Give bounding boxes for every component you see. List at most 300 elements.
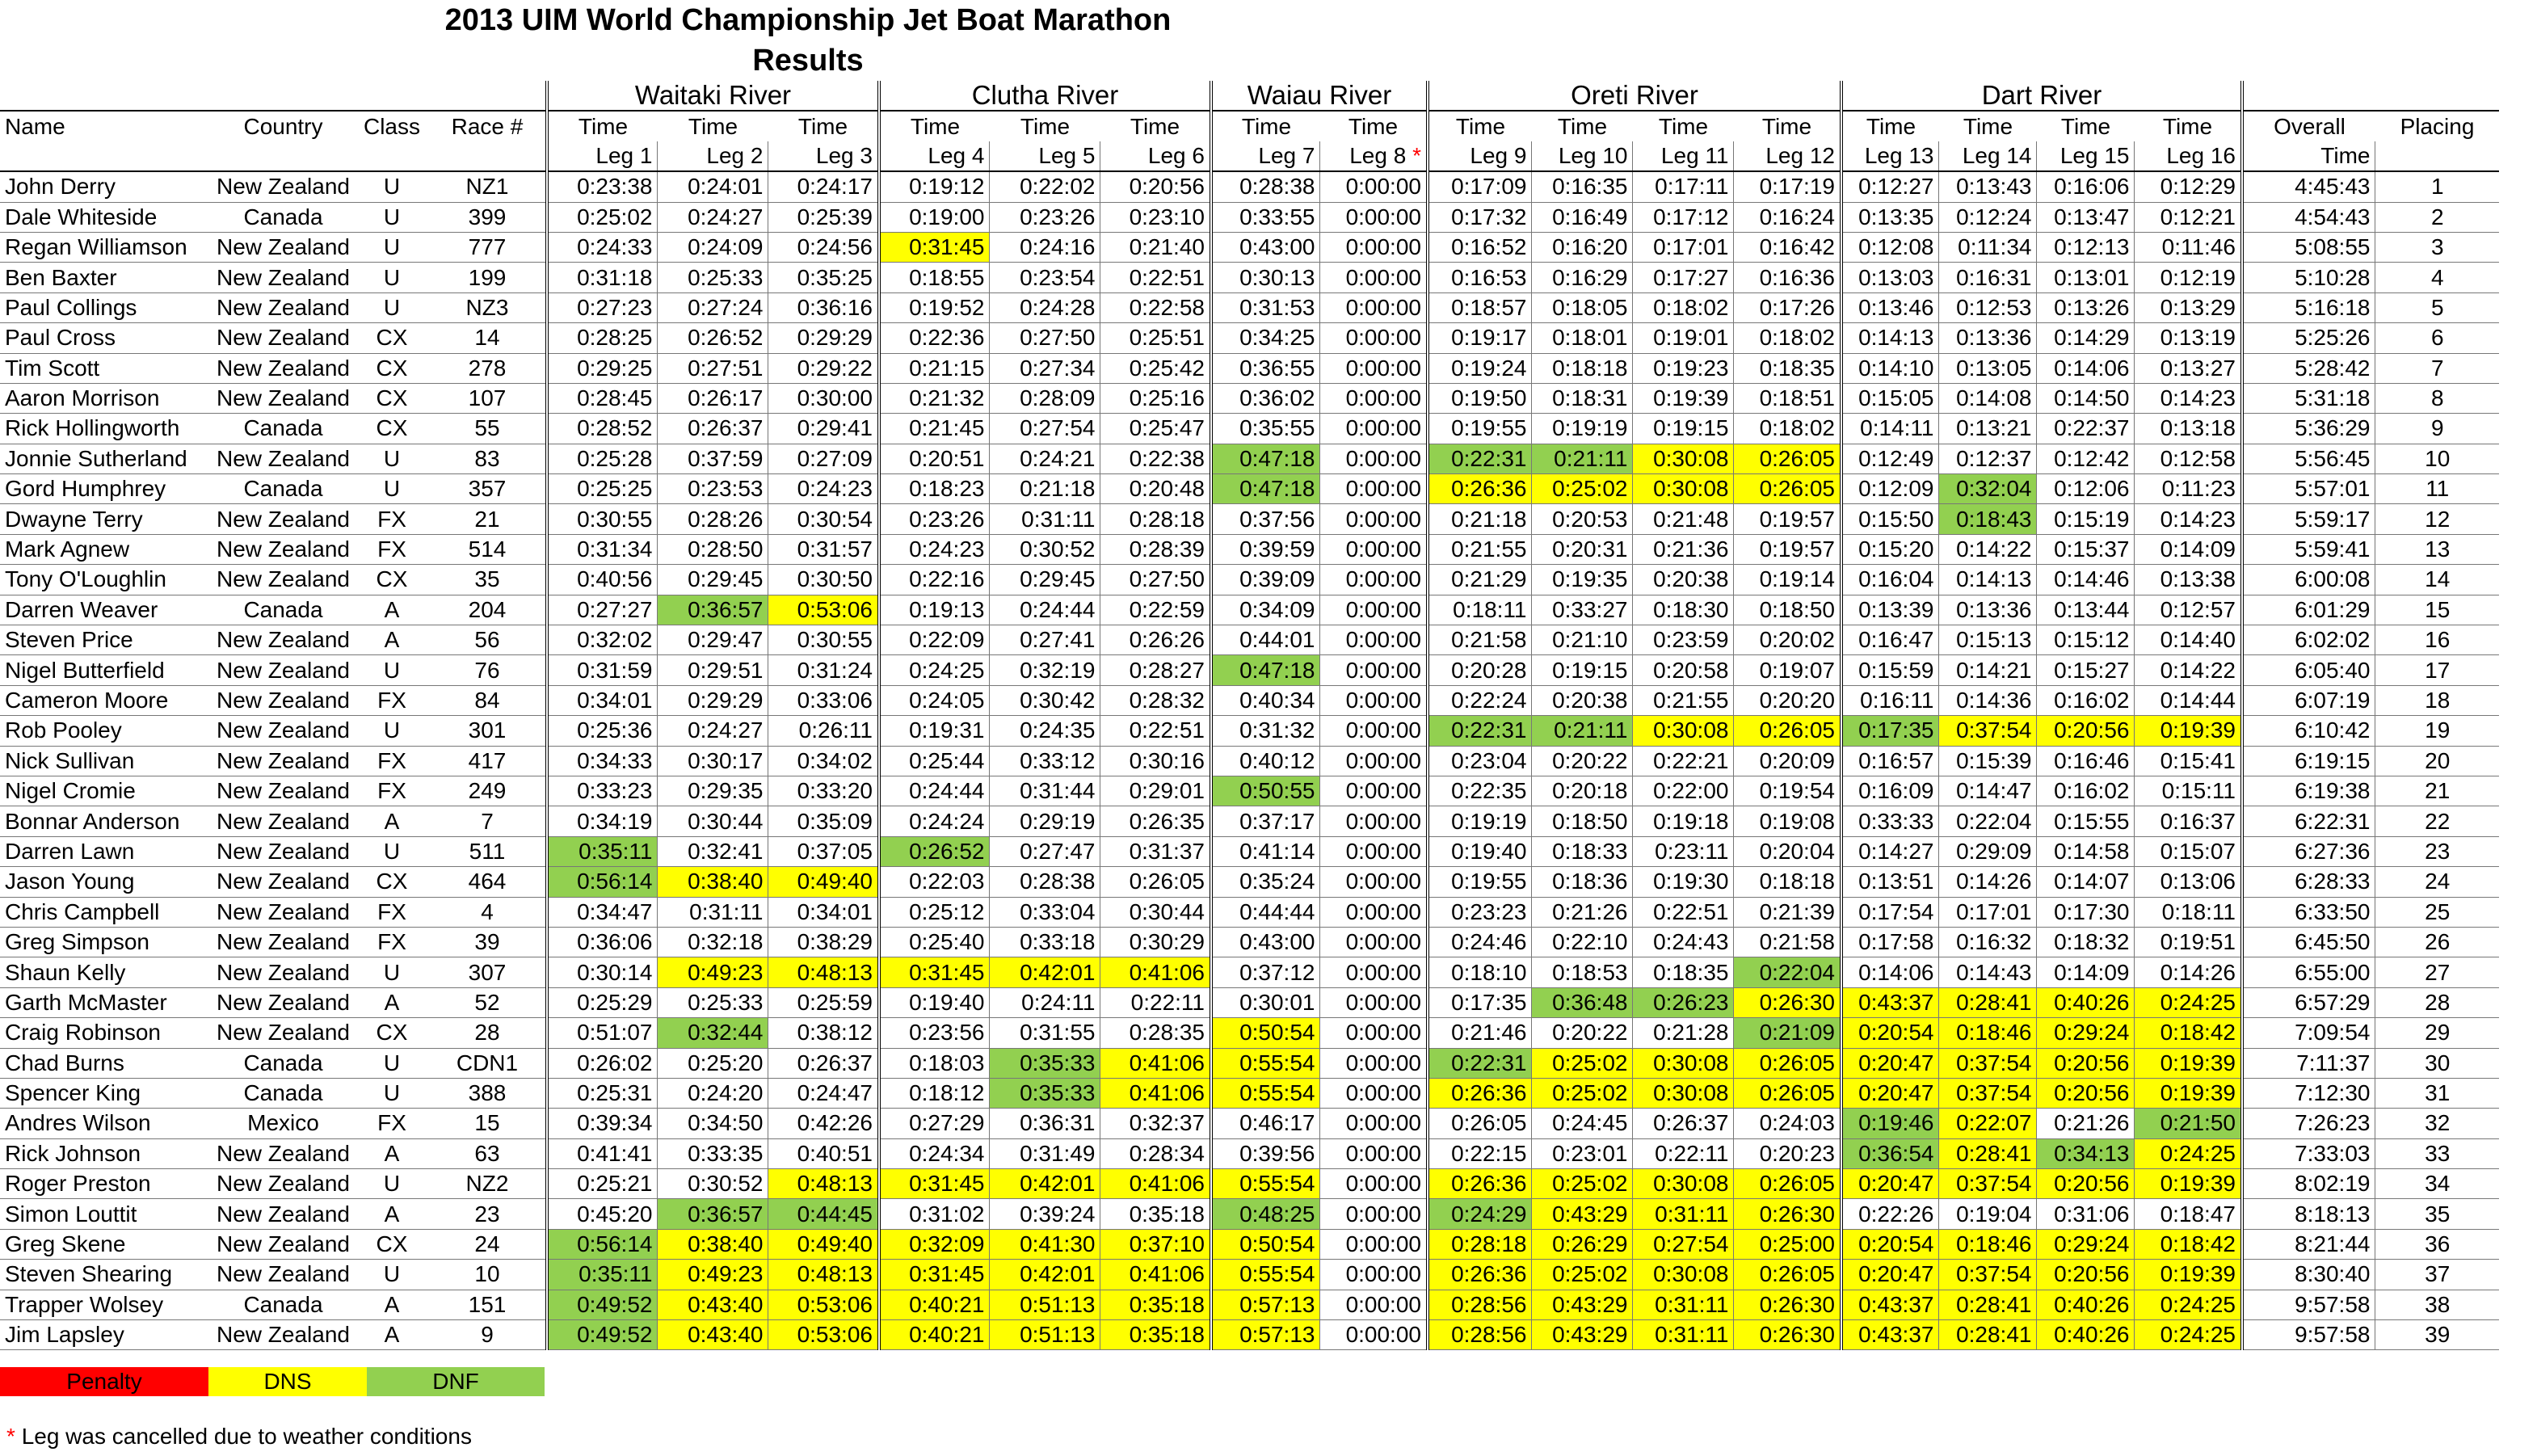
header-leg-15: Leg 15 bbox=[2037, 141, 2135, 171]
cell-leg-2-time: 0:30:44 bbox=[658, 806, 768, 836]
cell-leg-3-time: 0:53:06 bbox=[768, 1290, 879, 1319]
cell-leg-10-time: 0:18:18 bbox=[1532, 353, 1633, 383]
cell-class: U bbox=[355, 716, 429, 746]
cell-leg-2-time: 0:32:41 bbox=[658, 836, 768, 866]
cell-country: New Zealand bbox=[212, 171, 355, 202]
cell-leg-6-time: 0:22:11 bbox=[1100, 987, 1211, 1017]
cell-leg-7-time: 0:48:25 bbox=[1211, 1199, 1320, 1229]
cell-leg-4-time: 0:18:03 bbox=[879, 1048, 990, 1078]
table-row bbox=[0, 927, 2499, 957]
cell-placing: 4 bbox=[2375, 263, 2499, 292]
cell-placing: 3 bbox=[2375, 232, 2499, 262]
cell-leg-9-time: 0:19:19 bbox=[1428, 806, 1532, 836]
cell-leg-6-time: 0:35:18 bbox=[1100, 1290, 1211, 1319]
cell-leg-16-time: 0:13:18 bbox=[2135, 414, 2242, 444]
cell-leg-5-time: 0:24:35 bbox=[990, 716, 1100, 746]
cell-overall-time: 6:07:19 bbox=[2242, 685, 2375, 715]
cell-leg-11-time: 0:22:21 bbox=[1633, 746, 1734, 776]
cell-name: Greg Skene bbox=[0, 1229, 212, 1259]
cell-leg-2-time: 0:26:37 bbox=[658, 414, 768, 444]
cell-country: Mexico bbox=[212, 1109, 355, 1138]
cell-placing: 36 bbox=[2375, 1229, 2499, 1259]
cell-leg-11-time: 0:22:11 bbox=[1633, 1138, 1734, 1168]
cell-leg-14-time: 0:37:54 bbox=[1939, 1078, 2037, 1108]
cell-leg-14-time: 0:37:54 bbox=[1939, 716, 2037, 746]
cell-class: FX bbox=[355, 746, 429, 776]
header-placing: Placing bbox=[2375, 111, 2499, 141]
cell-leg-16-time: 0:24:25 bbox=[2135, 1290, 2242, 1319]
cell-placing: 7 bbox=[2375, 353, 2499, 383]
cell-leg-2-time: 0:37:59 bbox=[658, 444, 768, 473]
cell-name: Jim Lapsley bbox=[0, 1320, 212, 1350]
cell-leg-16-time: 0:19:51 bbox=[2135, 927, 2242, 957]
footnote-text: Leg was cancelled due to weather conditions bbox=[21, 1424, 472, 1449]
table-row bbox=[0, 534, 2499, 564]
cell-leg-7-time: 0:40:34 bbox=[1211, 685, 1320, 715]
cell-leg-7-time: 0:47:18 bbox=[1211, 444, 1320, 473]
cell-leg-8-time: 0:00:00 bbox=[1320, 1229, 1428, 1259]
cell-placing: 13 bbox=[2375, 534, 2499, 564]
cell-leg-6-time: 0:41:06 bbox=[1100, 1260, 1211, 1290]
cell-leg-15-time: 0:21:26 bbox=[2037, 1109, 2135, 1138]
cell-name: Spencer King bbox=[0, 1078, 212, 1108]
cell-leg-13-time: 0:17:58 bbox=[1841, 927, 1939, 957]
legend-dns: DNS bbox=[208, 1367, 367, 1396]
cell-leg-16-time: 0:14:09 bbox=[2135, 534, 2242, 564]
cell-leg-14-time: 0:14:22 bbox=[1939, 534, 2037, 564]
table-row bbox=[0, 1260, 2499, 1290]
cell-leg-11-time: 0:31:11 bbox=[1633, 1320, 1734, 1350]
cell-leg-9-time: 0:18:57 bbox=[1428, 292, 1532, 322]
cell-leg-5-time: 0:33:04 bbox=[990, 897, 1100, 927]
cell-leg-13-time: 0:14:06 bbox=[1841, 957, 1939, 987]
cell-placing: 20 bbox=[2375, 746, 2499, 776]
river-waiau: Waiau River bbox=[1211, 81, 1428, 111]
cell-country: New Zealand bbox=[212, 625, 355, 655]
cell-leg-3-time: 0:48:13 bbox=[768, 957, 879, 987]
cell-leg-16-time: 0:14:44 bbox=[2135, 685, 2242, 715]
cell-leg-15-time: 0:16:02 bbox=[2037, 685, 2135, 715]
cell-country: New Zealand bbox=[212, 1229, 355, 1259]
cell-leg-3-time: 0:37:05 bbox=[768, 836, 879, 866]
cell-leg-7-time: 0:30:13 bbox=[1211, 263, 1320, 292]
cell-name: Greg Simpson bbox=[0, 927, 212, 957]
cell-leg-12-time: 0:17:19 bbox=[1734, 171, 1841, 202]
cell-leg-16-time: 0:14:23 bbox=[2135, 504, 2242, 534]
table-row bbox=[0, 1109, 2499, 1138]
table-row bbox=[0, 292, 2499, 322]
cell-leg-10-time: 0:33:27 bbox=[1532, 595, 1633, 625]
cell-leg-10-time: 0:20:22 bbox=[1532, 746, 1633, 776]
cell-leg-15-time: 0:15:55 bbox=[2037, 806, 2135, 836]
cell-leg-5-time: 0:32:19 bbox=[990, 655, 1100, 685]
cell-leg-13-time: 0:13:46 bbox=[1841, 292, 1939, 322]
cell-leg-10-time: 0:18:36 bbox=[1532, 867, 1633, 897]
cell-leg-12-time: 0:19:08 bbox=[1734, 806, 1841, 836]
cell-leg-9-time: 0:26:36 bbox=[1428, 1169, 1532, 1199]
table-row bbox=[0, 414, 2499, 444]
cell-placing: 25 bbox=[2375, 897, 2499, 927]
cell-leg-7-time: 0:55:54 bbox=[1211, 1048, 1320, 1078]
page-subtitle: Results bbox=[752, 44, 864, 78]
table-row bbox=[0, 171, 2499, 202]
cell-leg-2-time: 0:24:20 bbox=[658, 1078, 768, 1108]
cell-placing: 17 bbox=[2375, 655, 2499, 685]
cell-leg-13-time: 0:17:35 bbox=[1841, 716, 1939, 746]
cell-leg-6-time: 0:35:18 bbox=[1100, 1320, 1211, 1350]
cell-leg-1-time: 0:34:33 bbox=[547, 746, 658, 776]
cell-name: Rob Pooley bbox=[0, 716, 212, 746]
cell-race-number: 35 bbox=[429, 565, 547, 595]
cell-leg-4-time: 0:25:40 bbox=[879, 927, 990, 957]
cell-leg-9-time: 0:24:46 bbox=[1428, 927, 1532, 957]
cell-name: Jonnie Sutherland bbox=[0, 444, 212, 473]
cell-leg-5-time: 0:24:44 bbox=[990, 595, 1100, 625]
cell-leg-15-time: 0:34:13 bbox=[2037, 1138, 2135, 1168]
cell-overall-time: 6:10:42 bbox=[2242, 716, 2375, 746]
cell-leg-10-time: 0:16:20 bbox=[1532, 232, 1633, 262]
cell-leg-6-time: 0:20:56 bbox=[1100, 171, 1211, 202]
cell-race-number: 777 bbox=[429, 232, 547, 262]
cell-country: New Zealand bbox=[212, 383, 355, 413]
header-time-11: Time bbox=[1633, 111, 1734, 141]
cell-name: Simon Louttit bbox=[0, 1199, 212, 1229]
cell-class: A bbox=[355, 806, 429, 836]
cell-leg-4-time: 0:21:15 bbox=[879, 353, 990, 383]
cell-leg-5-time: 0:31:44 bbox=[990, 776, 1100, 806]
table-row bbox=[0, 232, 2499, 262]
cell-leg-16-time: 0:14:26 bbox=[2135, 957, 2242, 987]
cell-leg-9-time: 0:22:35 bbox=[1428, 776, 1532, 806]
cell-leg-10-time: 0:18:01 bbox=[1532, 323, 1633, 353]
cell-race-number: 23 bbox=[429, 1199, 547, 1229]
cell-leg-3-time: 0:36:16 bbox=[768, 292, 879, 322]
cell-placing: 24 bbox=[2375, 867, 2499, 897]
cell-leg-8-time: 0:00:00 bbox=[1320, 776, 1428, 806]
cell-leg-5-time: 0:27:47 bbox=[990, 836, 1100, 866]
cell-class: CX bbox=[355, 565, 429, 595]
cell-leg-5-time: 0:33:18 bbox=[990, 927, 1100, 957]
cell-leg-3-time: 0:25:59 bbox=[768, 987, 879, 1017]
table-row bbox=[0, 1018, 2499, 1048]
cell-leg-11-time: 0:17:01 bbox=[1633, 232, 1734, 262]
cell-leg-12-time: 0:25:00 bbox=[1734, 1229, 1841, 1259]
cell-leg-8-time: 0:00:00 bbox=[1320, 292, 1428, 322]
cell-leg-2-time: 0:29:35 bbox=[658, 776, 768, 806]
cell-leg-3-time: 0:44:45 bbox=[768, 1199, 879, 1229]
cell-leg-8-time: 0:00:00 bbox=[1320, 957, 1428, 987]
cell-leg-10-time: 0:25:02 bbox=[1532, 474, 1633, 504]
cell-leg-5-time: 0:42:01 bbox=[990, 1260, 1100, 1290]
cell-placing: 9 bbox=[2375, 414, 2499, 444]
cell-race-number: 399 bbox=[429, 202, 547, 232]
cell-leg-10-time: 0:25:02 bbox=[1532, 1260, 1633, 1290]
cell-leg-15-time: 0:14:29 bbox=[2037, 323, 2135, 353]
cell-leg-1-time: 0:56:14 bbox=[547, 867, 658, 897]
page-title: 2013 UIM World Championship Jet Boat Marathon bbox=[444, 3, 1172, 37]
river-dart: Dart River bbox=[1841, 81, 2242, 111]
cell-name: Nigel Butterfield bbox=[0, 655, 212, 685]
cell-leg-4-time: 0:31:45 bbox=[879, 957, 990, 987]
cell-leg-2-time: 0:32:18 bbox=[658, 927, 768, 957]
cell-leg-2-time: 0:28:50 bbox=[658, 534, 768, 564]
cell-leg-8-time: 0:00:00 bbox=[1320, 1109, 1428, 1138]
cell-race-number: 14 bbox=[429, 323, 547, 353]
cell-class: A bbox=[355, 1320, 429, 1350]
cell-leg-13-time: 0:14:13 bbox=[1841, 323, 1939, 353]
cell-overall-time: 6:27:36 bbox=[2242, 836, 2375, 866]
cell-class: U bbox=[355, 1260, 429, 1290]
cell-placing: 8 bbox=[2375, 383, 2499, 413]
cell-name: Trapper Wolsey bbox=[0, 1290, 212, 1319]
cell-leg-6-time: 0:26:35 bbox=[1100, 806, 1211, 836]
cell-country: New Zealand bbox=[212, 1260, 355, 1290]
header-race: Race # bbox=[429, 111, 547, 141]
cell-country: Canada bbox=[212, 1290, 355, 1319]
cell-leg-2-time: 0:27:51 bbox=[658, 353, 768, 383]
cell-class: A bbox=[355, 595, 429, 625]
cell-overall-time: 9:57:58 bbox=[2242, 1320, 2375, 1350]
cell-name: Paul Cross bbox=[0, 323, 212, 353]
cell-leg-1-time: 0:51:07 bbox=[547, 1018, 658, 1048]
cell-class: A bbox=[355, 625, 429, 655]
cell-race-number: 56 bbox=[429, 625, 547, 655]
cell-leg-14-time: 0:13:21 bbox=[1939, 414, 2037, 444]
cell-race-number: 151 bbox=[429, 1290, 547, 1319]
cell-leg-9-time: 0:22:24 bbox=[1428, 685, 1532, 715]
cell-leg-4-time: 0:18:23 bbox=[879, 474, 990, 504]
cell-leg-3-time: 0:30:54 bbox=[768, 504, 879, 534]
cell-leg-15-time: 0:14:46 bbox=[2037, 565, 2135, 595]
cell-leg-11-time: 0:26:23 bbox=[1633, 987, 1734, 1017]
cell-leg-1-time: 0:28:25 bbox=[547, 323, 658, 353]
cell-leg-4-time: 0:21:45 bbox=[879, 414, 990, 444]
cell-leg-7-time: 0:47:18 bbox=[1211, 655, 1320, 685]
cell-leg-7-time: 0:46:17 bbox=[1211, 1109, 1320, 1138]
cell-leg-16-time: 0:13:38 bbox=[2135, 565, 2242, 595]
cell-leg-6-time: 0:26:26 bbox=[1100, 625, 1211, 655]
header-time-12: Time bbox=[1734, 111, 1841, 141]
cell-leg-7-time: 0:37:56 bbox=[1211, 504, 1320, 534]
cell-leg-7-time: 0:50:54 bbox=[1211, 1018, 1320, 1048]
header-leg-12: Leg 12 bbox=[1734, 141, 1841, 171]
cell-leg-16-time: 0:15:41 bbox=[2135, 746, 2242, 776]
cell-leg-10-time: 0:18:53 bbox=[1532, 957, 1633, 987]
cell-leg-11-time: 0:20:38 bbox=[1633, 565, 1734, 595]
cell-country: New Zealand bbox=[212, 655, 355, 685]
cell-class: FX bbox=[355, 776, 429, 806]
cell-leg-16-time: 0:15:11 bbox=[2135, 776, 2242, 806]
cell-leg-10-time: 0:20:18 bbox=[1532, 776, 1633, 806]
cell-leg-12-time: 0:26:30 bbox=[1734, 987, 1841, 1017]
cell-leg-3-time: 0:29:29 bbox=[768, 323, 879, 353]
cell-leg-9-time: 0:28:56 bbox=[1428, 1290, 1532, 1319]
cell-leg-9-time: 0:22:31 bbox=[1428, 1048, 1532, 1078]
river-clutha: Clutha River bbox=[879, 81, 1211, 111]
cell-leg-13-time: 0:13:03 bbox=[1841, 263, 1939, 292]
cell-leg-15-time: 0:14:07 bbox=[2037, 867, 2135, 897]
cell-class: CX bbox=[355, 1229, 429, 1259]
header-time-14: Time bbox=[1939, 111, 2037, 141]
header-time-10: Time bbox=[1532, 111, 1633, 141]
cell-leg-9-time: 0:21:29 bbox=[1428, 565, 1532, 595]
cell-leg-13-time: 0:43:37 bbox=[1841, 987, 1939, 1017]
cell-leg-9-time: 0:21:46 bbox=[1428, 1018, 1532, 1048]
cell-leg-11-time: 0:17:12 bbox=[1633, 202, 1734, 232]
cell-leg-15-time: 0:13:01 bbox=[2037, 263, 2135, 292]
cell-leg-7-time: 0:39:09 bbox=[1211, 565, 1320, 595]
cell-leg-4-time: 0:22:03 bbox=[879, 867, 990, 897]
cell-leg-16-time: 0:16:37 bbox=[2135, 806, 2242, 836]
cell-leg-10-time: 0:16:49 bbox=[1532, 202, 1633, 232]
cell-overall-time: 5:28:42 bbox=[2242, 353, 2375, 383]
cell-leg-11-time: 0:23:11 bbox=[1633, 836, 1734, 866]
cell-leg-2-time: 0:38:40 bbox=[658, 1229, 768, 1259]
cell-leg-12-time: 0:26:05 bbox=[1734, 716, 1841, 746]
table-row bbox=[0, 565, 2499, 595]
cell-leg-6-time: 0:22:51 bbox=[1100, 263, 1211, 292]
header-leg-8-label: Leg 8 bbox=[1349, 142, 1407, 168]
header-time-6: Time bbox=[1100, 111, 1211, 141]
cell-race-number: 511 bbox=[429, 836, 547, 866]
cell-leg-1-time: 0:25:31 bbox=[547, 1078, 658, 1108]
cell-leg-15-time: 0:20:56 bbox=[2037, 1078, 2135, 1108]
cell-leg-13-time: 0:15:50 bbox=[1841, 504, 1939, 534]
cell-leg-6-time: 0:29:01 bbox=[1100, 776, 1211, 806]
cell-leg-14-time: 0:14:36 bbox=[1939, 685, 2037, 715]
cell-leg-4-time: 0:31:45 bbox=[879, 1169, 990, 1199]
cell-leg-2-time: 0:38:40 bbox=[658, 867, 768, 897]
cell-leg-6-time: 0:28:32 bbox=[1100, 685, 1211, 715]
cell-leg-8-time: 0:00:00 bbox=[1320, 625, 1428, 655]
cell-leg-11-time: 0:17:27 bbox=[1633, 263, 1734, 292]
header-leg-4: Leg 4 bbox=[879, 141, 990, 171]
cell-leg-16-time: 0:12:58 bbox=[2135, 444, 2242, 473]
cell-leg-14-time: 0:37:54 bbox=[1939, 1169, 2037, 1199]
cell-placing: 34 bbox=[2375, 1169, 2499, 1199]
cell-overall-time: 7:26:23 bbox=[2242, 1109, 2375, 1138]
cell-country: New Zealand bbox=[212, 746, 355, 776]
cell-leg-4-time: 0:26:52 bbox=[879, 836, 990, 866]
cell-leg-5-time: 0:29:19 bbox=[990, 806, 1100, 836]
legend-penalty: Penalty bbox=[0, 1367, 208, 1396]
cell-leg-10-time: 0:18:05 bbox=[1532, 292, 1633, 322]
cell-leg-16-time: 0:19:39 bbox=[2135, 716, 2242, 746]
cell-overall-time: 9:57:58 bbox=[2242, 1290, 2375, 1319]
cell-leg-2-time: 0:24:01 bbox=[658, 171, 768, 202]
cell-leg-5-time: 0:29:45 bbox=[990, 565, 1100, 595]
cell-overall-time: 6:00:08 bbox=[2242, 565, 2375, 595]
cell-race-number: 83 bbox=[429, 444, 547, 473]
cell-country: New Zealand bbox=[212, 444, 355, 473]
cell-leg-6-time: 0:28:18 bbox=[1100, 504, 1211, 534]
cell-country: New Zealand bbox=[212, 1169, 355, 1199]
cell-country: New Zealand bbox=[212, 565, 355, 595]
cell-leg-12-time: 0:16:36 bbox=[1734, 263, 1841, 292]
cell-leg-16-time: 0:14:22 bbox=[2135, 655, 2242, 685]
cell-leg-3-time: 0:34:01 bbox=[768, 897, 879, 927]
cell-leg-8-time: 0:00:00 bbox=[1320, 867, 1428, 897]
cell-leg-1-time: 0:45:20 bbox=[547, 1199, 658, 1229]
cell-leg-15-time: 0:40:26 bbox=[2037, 1290, 2135, 1319]
cell-leg-4-time: 0:23:26 bbox=[879, 504, 990, 534]
cell-leg-7-time: 0:43:00 bbox=[1211, 927, 1320, 957]
cell-leg-16-time: 0:24:25 bbox=[2135, 1138, 2242, 1168]
cell-overall-time: 6:05:40 bbox=[2242, 655, 2375, 685]
cell-leg-12-time: 0:26:05 bbox=[1734, 474, 1841, 504]
cell-leg-8-time: 0:00:00 bbox=[1320, 595, 1428, 625]
cell-class: U bbox=[355, 292, 429, 322]
cell-leg-8-time: 0:00:00 bbox=[1320, 1260, 1428, 1290]
cell-leg-7-time: 0:41:14 bbox=[1211, 836, 1320, 866]
cell-leg-13-time: 0:15:05 bbox=[1841, 383, 1939, 413]
cell-class: FX bbox=[355, 504, 429, 534]
cell-name: Darren Lawn bbox=[0, 836, 212, 866]
cell-leg-3-time: 0:24:56 bbox=[768, 232, 879, 262]
cell-leg-10-time: 0:21:11 bbox=[1532, 444, 1633, 473]
cell-leg-8-time: 0:00:00 bbox=[1320, 806, 1428, 836]
cell-leg-7-time: 0:57:13 bbox=[1211, 1290, 1320, 1319]
cell-leg-9-time: 0:17:32 bbox=[1428, 202, 1532, 232]
header-time-7: Time bbox=[1211, 111, 1320, 141]
cell-leg-11-time: 0:30:08 bbox=[1633, 474, 1734, 504]
cell-name: Darren Weaver bbox=[0, 595, 212, 625]
cell-leg-13-time: 0:16:57 bbox=[1841, 746, 1939, 776]
cell-leg-7-time: 0:50:55 bbox=[1211, 776, 1320, 806]
cell-leg-9-time: 0:20:28 bbox=[1428, 655, 1532, 685]
cell-leg-14-time: 0:37:54 bbox=[1939, 1048, 2037, 1078]
cell-leg-2-time: 0:32:44 bbox=[658, 1018, 768, 1048]
cell-overall-time: 6:33:50 bbox=[2242, 897, 2375, 927]
cell-leg-11-time: 0:30:08 bbox=[1633, 444, 1734, 473]
cell-leg-1-time: 0:41:41 bbox=[547, 1138, 658, 1168]
cell-leg-5-time: 0:42:01 bbox=[990, 1169, 1100, 1199]
cell-leg-6-time: 0:30:16 bbox=[1100, 746, 1211, 776]
cell-country: New Zealand bbox=[212, 836, 355, 866]
cell-leg-13-time: 0:20:47 bbox=[1841, 1078, 1939, 1108]
cell-leg-12-time: 0:18:50 bbox=[1734, 595, 1841, 625]
cell-leg-4-time: 0:25:44 bbox=[879, 746, 990, 776]
cell-leg-3-time: 0:25:39 bbox=[768, 202, 879, 232]
cell-leg-11-time: 0:30:08 bbox=[1633, 1260, 1734, 1290]
header-time-3: Time bbox=[768, 111, 879, 141]
cell-leg-12-time: 0:20:04 bbox=[1734, 836, 1841, 866]
cell-leg-6-time: 0:28:34 bbox=[1100, 1138, 1211, 1168]
cell-leg-14-time: 0:14:08 bbox=[1939, 383, 2037, 413]
cell-leg-15-time: 0:14:58 bbox=[2037, 836, 2135, 866]
cell-country: New Zealand bbox=[212, 1018, 355, 1048]
cell-leg-6-time: 0:41:06 bbox=[1100, 957, 1211, 987]
cell-race-number: 417 bbox=[429, 746, 547, 776]
table-row bbox=[0, 1320, 2499, 1350]
cell-leg-12-time: 0:21:09 bbox=[1734, 1018, 1841, 1048]
cell-leg-11-time: 0:17:11 bbox=[1633, 171, 1734, 202]
cell-leg-12-time: 0:26:05 bbox=[1734, 1048, 1841, 1078]
cell-leg-15-time: 0:15:27 bbox=[2037, 655, 2135, 685]
cell-class: U bbox=[355, 202, 429, 232]
cell-leg-4-time: 0:19:13 bbox=[879, 595, 990, 625]
cell-leg-14-time: 0:15:13 bbox=[1939, 625, 2037, 655]
cell-race-number: 24 bbox=[429, 1229, 547, 1259]
cell-leg-12-time: 0:26:30 bbox=[1734, 1320, 1841, 1350]
cell-leg-11-time: 0:19:18 bbox=[1633, 806, 1734, 836]
cell-leg-13-time: 0:20:47 bbox=[1841, 1169, 1939, 1199]
cell-leg-1-time: 0:34:47 bbox=[547, 897, 658, 927]
cell-leg-10-time: 0:26:29 bbox=[1532, 1229, 1633, 1259]
cell-leg-13-time: 0:16:47 bbox=[1841, 625, 1939, 655]
cell-leg-9-time: 0:19:50 bbox=[1428, 383, 1532, 413]
cell-leg-15-time: 0:16:02 bbox=[2037, 776, 2135, 806]
